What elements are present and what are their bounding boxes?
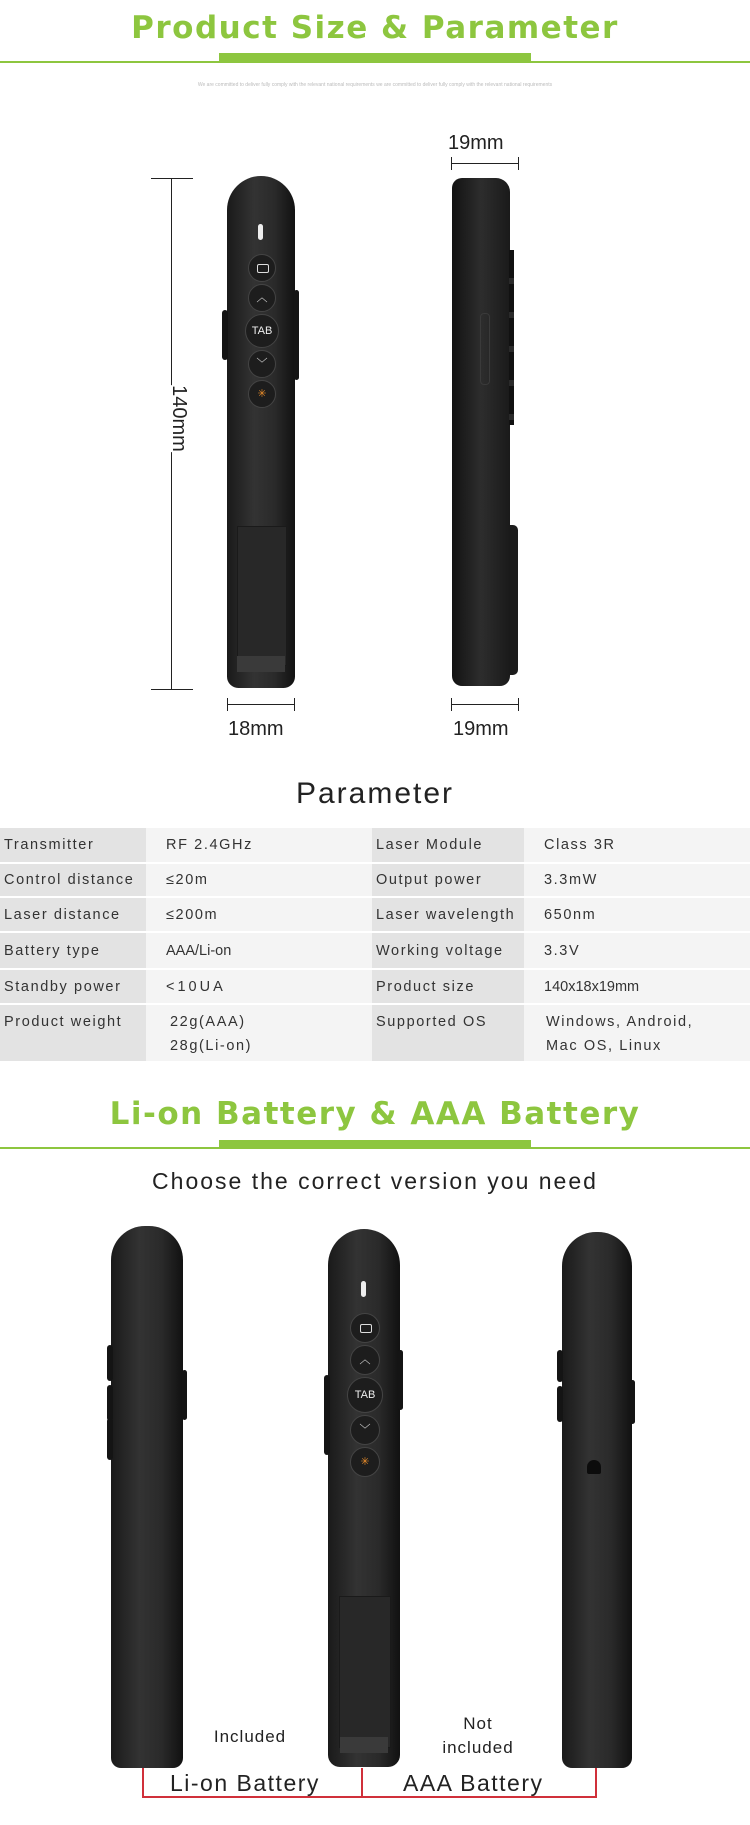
param-label: Transmitter [0, 828, 146, 863]
aaa-battery-label: AAA Battery [403, 1770, 544, 1796]
battery-cover [339, 1596, 391, 1748]
pen-side-button [324, 1375, 330, 1455]
param-value: 3.3V [524, 932, 750, 969]
side-top-tick-left [451, 157, 452, 170]
param-value-multiline [524, 1004, 750, 1062]
param-value: 650nm [524, 897, 750, 932]
led-indicator [258, 224, 263, 240]
pen-side-grip [398, 1350, 403, 1410]
laser-button [350, 1447, 380, 1477]
param-label: Laser wavelength [372, 897, 524, 932]
side-top-tick-right [518, 157, 519, 170]
side-slider [480, 313, 490, 385]
front-width-tick-left [227, 698, 228, 711]
pen-side-button [107, 1385, 113, 1421]
parameter-table [0, 828, 750, 1063]
param-label: Supported OS [372, 1004, 524, 1062]
table-row [0, 897, 750, 932]
battery-cover [237, 526, 287, 666]
table-row [0, 828, 750, 863]
title-accent-bar [219, 1140, 531, 1149]
table-row [0, 932, 750, 969]
param-label: Output power [372, 863, 524, 897]
param-label: Working voltage [372, 932, 524, 969]
liion-battery-label: Li-on Battery [170, 1770, 320, 1796]
lanyard-hole-icon [587, 1460, 601, 1474]
included-label: Included [213, 1727, 287, 1746]
param-value: 140x18x19mm [524, 969, 750, 1004]
pen-side-grip [630, 1380, 635, 1424]
led-indicator [361, 1281, 366, 1297]
param-value: ≤200m [146, 897, 372, 932]
power-button [350, 1313, 380, 1343]
parameter-title: Parameter [295, 777, 455, 810]
chevron-up-icon: ︿ [256, 292, 268, 304]
not-included-line1: Not [463, 1714, 493, 1733]
side-view-buttons [509, 250, 514, 425]
front-width-label: 18mm [228, 718, 284, 740]
param-value: Class 3R [524, 828, 750, 863]
param-value: ≤20m [146, 863, 372, 897]
laser-icon: ✳ [360, 1456, 370, 1468]
front-width-dimension [227, 704, 295, 705]
chevron-up-icon: ︿ [359, 1354, 371, 1366]
usb-slot [340, 1737, 388, 1753]
pen-front-view-aaa [328, 1229, 400, 1767]
height-label: 140mm [165, 385, 192, 452]
height-dimension-bottom-tick [151, 689, 193, 690]
param-label: Control distance [0, 863, 146, 897]
table-row [0, 863, 750, 897]
pen-side-button [107, 1418, 113, 1460]
param-value-line2: Mac OS, Linux [546, 1038, 662, 1054]
param-label: Standby power [0, 969, 146, 1004]
pocket-clip [510, 525, 518, 675]
tab-button [347, 1377, 383, 1413]
table-row [0, 1004, 750, 1062]
param-label: Product weight [0, 1004, 146, 1062]
param-value: 3.3mW [524, 863, 750, 897]
side-top-dimension [451, 163, 519, 164]
height-dimension-top-tick [151, 178, 193, 179]
chevron-down-icon: ﹀ [256, 358, 268, 370]
param-label: Laser Module [372, 828, 524, 863]
title-accent-bar [219, 53, 531, 62]
laser-button [248, 380, 276, 408]
chevron-down-icon: ﹀ [359, 1424, 371, 1436]
param-value: <10UA [146, 969, 372, 1004]
pen-side-button [557, 1350, 563, 1382]
screen-icon [257, 264, 269, 273]
choose-subtitle: Choose the correct version you need [152, 1168, 598, 1194]
pen-side-button [557, 1386, 563, 1422]
side-bottom-tick-left [451, 698, 452, 711]
pen-back-view-right [562, 1232, 632, 1768]
tab-label: TAB [354, 1389, 376, 1401]
param-value: AAA/Li-on [146, 932, 372, 969]
param-value-line1: Windows, Android, [546, 1014, 694, 1030]
param-value-line2: 28g(Li-on) [170, 1038, 253, 1054]
front-width-tick-right [294, 698, 295, 711]
param-label: Laser distance [0, 897, 146, 932]
param-value: RF 2.4GHz [146, 828, 372, 863]
section-title-size: Product Size & Parameter [131, 10, 619, 46]
param-value-multiline [146, 1004, 372, 1062]
section-title-battery: Li-on Battery & AAA Battery [109, 1096, 641, 1132]
side-bottom-tick-right [518, 698, 519, 711]
page-down-button [350, 1415, 380, 1445]
not-included-line2: included [442, 1738, 514, 1757]
param-value-line1: 22g(AAA) [170, 1014, 246, 1030]
side-bottom-width-label: 19mm [453, 718, 509, 740]
pen-side-view [452, 178, 510, 686]
laser-icon: ✳ [257, 388, 267, 400]
pen-side-button [107, 1345, 113, 1381]
bracket-left [142, 1768, 144, 1797]
pen-side-grip [182, 1370, 187, 1420]
page-up-button [248, 284, 276, 312]
side-bottom-dimension [451, 704, 519, 705]
fine-print: We are committed to deliver fully comply with the relevant national requirements we are committed to deliver fully comply with the relevant national requirements [197, 82, 553, 88]
screen-icon [360, 1324, 372, 1333]
bracket-middle [361, 1768, 363, 1797]
pen-side-grip [294, 290, 299, 380]
pen-front-view [227, 176, 295, 688]
power-button [248, 254, 276, 282]
table-row [0, 969, 750, 1004]
pen-back-view [111, 1226, 183, 1768]
tab-button [245, 314, 279, 348]
tab-label: TAB [251, 325, 273, 337]
side-top-width-label: 19mm [448, 132, 504, 154]
pen-side-button [222, 310, 228, 360]
page-down-button [248, 350, 276, 378]
page-up-button [350, 1345, 380, 1375]
bracket-right [595, 1768, 597, 1797]
usb-slot [237, 656, 285, 672]
param-label: Product size [372, 969, 524, 1004]
param-label: Battery type [0, 932, 146, 969]
